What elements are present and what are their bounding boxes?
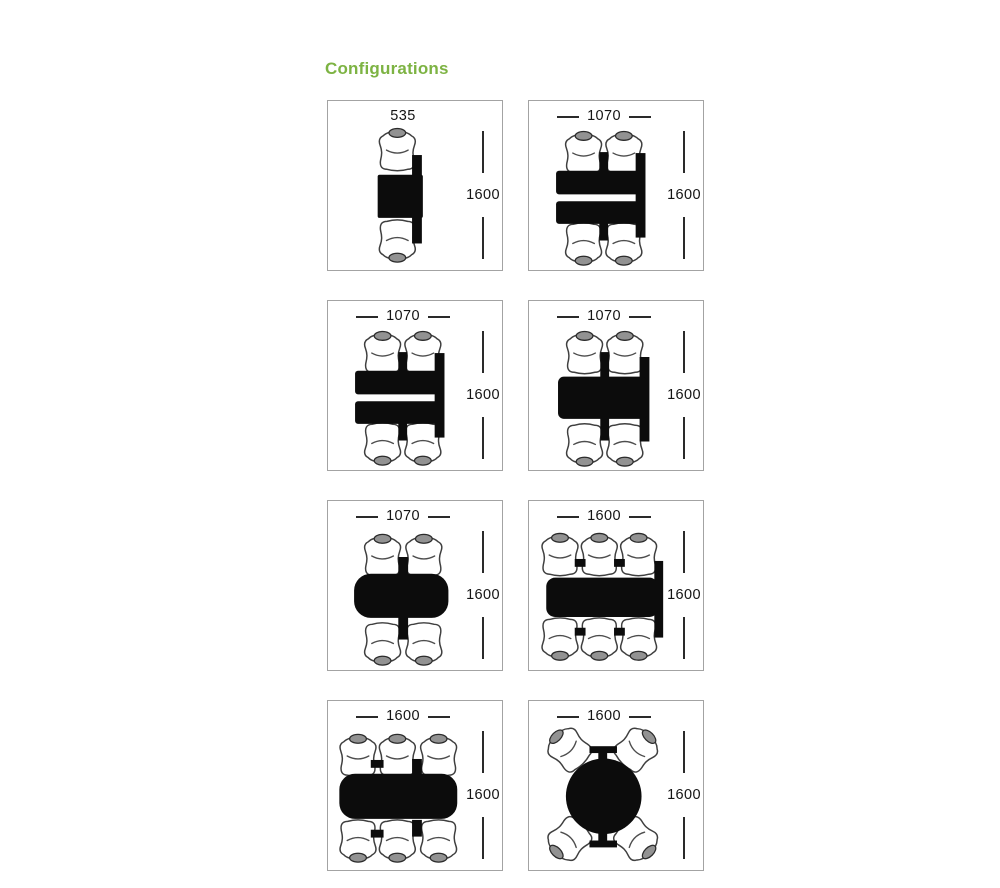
dimension-dash-left (356, 516, 378, 518)
chair-icon (421, 734, 457, 776)
height-dimension (663, 731, 705, 859)
height-dimension-label: 1600 (466, 786, 500, 803)
dimension-tick-bottom (482, 617, 484, 659)
height-dimension (663, 331, 705, 459)
chair-icon (365, 534, 401, 576)
dimension-dash-right (629, 516, 651, 518)
width-dimension (529, 308, 679, 325)
config-box-7 (327, 700, 503, 871)
seat-connector (371, 830, 384, 838)
config-grid (327, 100, 704, 871)
side-beam (435, 353, 445, 437)
seat-connector (614, 628, 625, 636)
chair-icon (581, 618, 617, 660)
table-top (556, 201, 643, 224)
chair-icon (365, 623, 401, 665)
dimension-tick-bottom (482, 417, 484, 459)
centre-post (412, 759, 422, 776)
width-dimension (529, 508, 679, 525)
width-dimension-label: 535 (390, 108, 416, 124)
height-dimension-label: 1600 (466, 386, 500, 403)
table-top (566, 758, 642, 834)
chair-icon (567, 331, 603, 373)
width-dimension (328, 108, 478, 125)
width-dimension (529, 108, 679, 125)
chair-icon (406, 534, 442, 576)
chair-icon (406, 623, 442, 665)
seat-connector (614, 559, 625, 567)
chair-icon (566, 131, 602, 173)
width-dimension-label: 1600 (587, 708, 621, 724)
centre-post (412, 820, 422, 837)
height-dimension-label: 1600 (667, 386, 701, 403)
config-box-3 (327, 300, 503, 471)
config-box-2 (528, 100, 704, 271)
page-title: Configurations (325, 59, 449, 78)
chair-icon (621, 618, 657, 660)
table-top (556, 171, 643, 195)
width-dimension-label: 1070 (386, 508, 420, 524)
width-dimension (328, 308, 478, 325)
dimension-dash-right (629, 716, 651, 718)
height-dimension-label: 1600 (667, 186, 701, 203)
chair-icon (365, 423, 401, 465)
width-dimension (328, 508, 478, 525)
dimension-dash-right (428, 716, 450, 718)
height-dimension (462, 131, 504, 259)
config-box-8 (528, 700, 704, 871)
chair-icon (379, 220, 415, 262)
dimension-dash-left (557, 116, 579, 118)
table-top (339, 774, 457, 819)
dimension-tick-bottom (683, 217, 685, 259)
table-top (355, 371, 442, 395)
dimension-dash-right (428, 516, 450, 518)
width-dimension-label: 1070 (587, 108, 621, 124)
width-dimension-label: 1600 (386, 708, 420, 724)
seat-connector (398, 352, 407, 372)
dimension-dash-left (356, 316, 378, 318)
dimension-tick-top (683, 131, 685, 173)
chair-icon (542, 618, 578, 660)
dimension-dash-left (557, 516, 579, 518)
dimension-tick-top (683, 731, 685, 773)
dimension-tick-bottom (482, 217, 484, 259)
chair-icon (542, 533, 578, 575)
dimension-dash-right (629, 316, 651, 318)
width-dimension (328, 708, 478, 725)
dimension-tick-top (683, 331, 685, 373)
dimension-dash-left (356, 716, 378, 718)
dimension-tick-bottom (482, 817, 484, 859)
side-beam (636, 153, 646, 238)
chair-icon (621, 533, 657, 575)
height-dimension (663, 131, 705, 259)
height-dimension (462, 731, 504, 859)
width-dimension (529, 708, 679, 725)
height-dimension (462, 331, 504, 459)
chair-icon (581, 533, 617, 575)
height-dimension-label: 1600 (667, 786, 701, 803)
chair-icon (340, 734, 376, 776)
width-dimension-label: 1600 (587, 508, 621, 524)
config-box-5 (327, 500, 503, 671)
chair-icon (607, 424, 643, 466)
dimension-tick-top (482, 331, 484, 373)
seat-connector (575, 628, 586, 636)
dimension-dash-right (629, 116, 651, 118)
config-box-4 (528, 300, 704, 471)
height-dimension-label: 1600 (667, 586, 701, 603)
chair-icon (567, 424, 603, 466)
seat-connector (599, 152, 608, 172)
config-box-6 (528, 500, 704, 671)
table-top (355, 401, 442, 424)
dimension-dash-right (428, 316, 450, 318)
dimension-tick-top (482, 531, 484, 573)
table-top (378, 175, 423, 218)
config-box-1 (327, 100, 503, 271)
chair-icon (421, 820, 457, 862)
centre-post (398, 557, 408, 577)
dimension-tick-bottom (683, 617, 685, 659)
dimension-tick-bottom (683, 817, 685, 859)
height-dimension-label: 1600 (466, 186, 500, 203)
seat-connector (371, 760, 384, 768)
dimension-tick-top (683, 531, 685, 573)
chair-icon (340, 820, 376, 862)
chair-icon (379, 129, 415, 171)
table-top (546, 578, 658, 617)
dimension-dash-left (557, 316, 579, 318)
chair-icon (365, 331, 401, 373)
chair-icon (607, 331, 643, 373)
dimension-tick-top (482, 131, 484, 173)
chair-icon (566, 223, 602, 265)
height-dimension-label: 1600 (466, 586, 500, 603)
width-dimension-label: 1070 (587, 308, 621, 324)
dimension-dash-left (557, 716, 579, 718)
chair-icon (379, 734, 415, 776)
width-dimension-label: 1070 (386, 308, 420, 324)
seat-connector (575, 559, 586, 567)
height-dimension (462, 531, 504, 659)
seat-connector (600, 352, 609, 379)
dimension-tick-bottom (683, 417, 685, 459)
height-dimension (663, 531, 705, 659)
dimension-tick-top (482, 731, 484, 773)
table-top (558, 377, 647, 419)
table-top (354, 574, 448, 618)
chair-icon (379, 820, 415, 862)
